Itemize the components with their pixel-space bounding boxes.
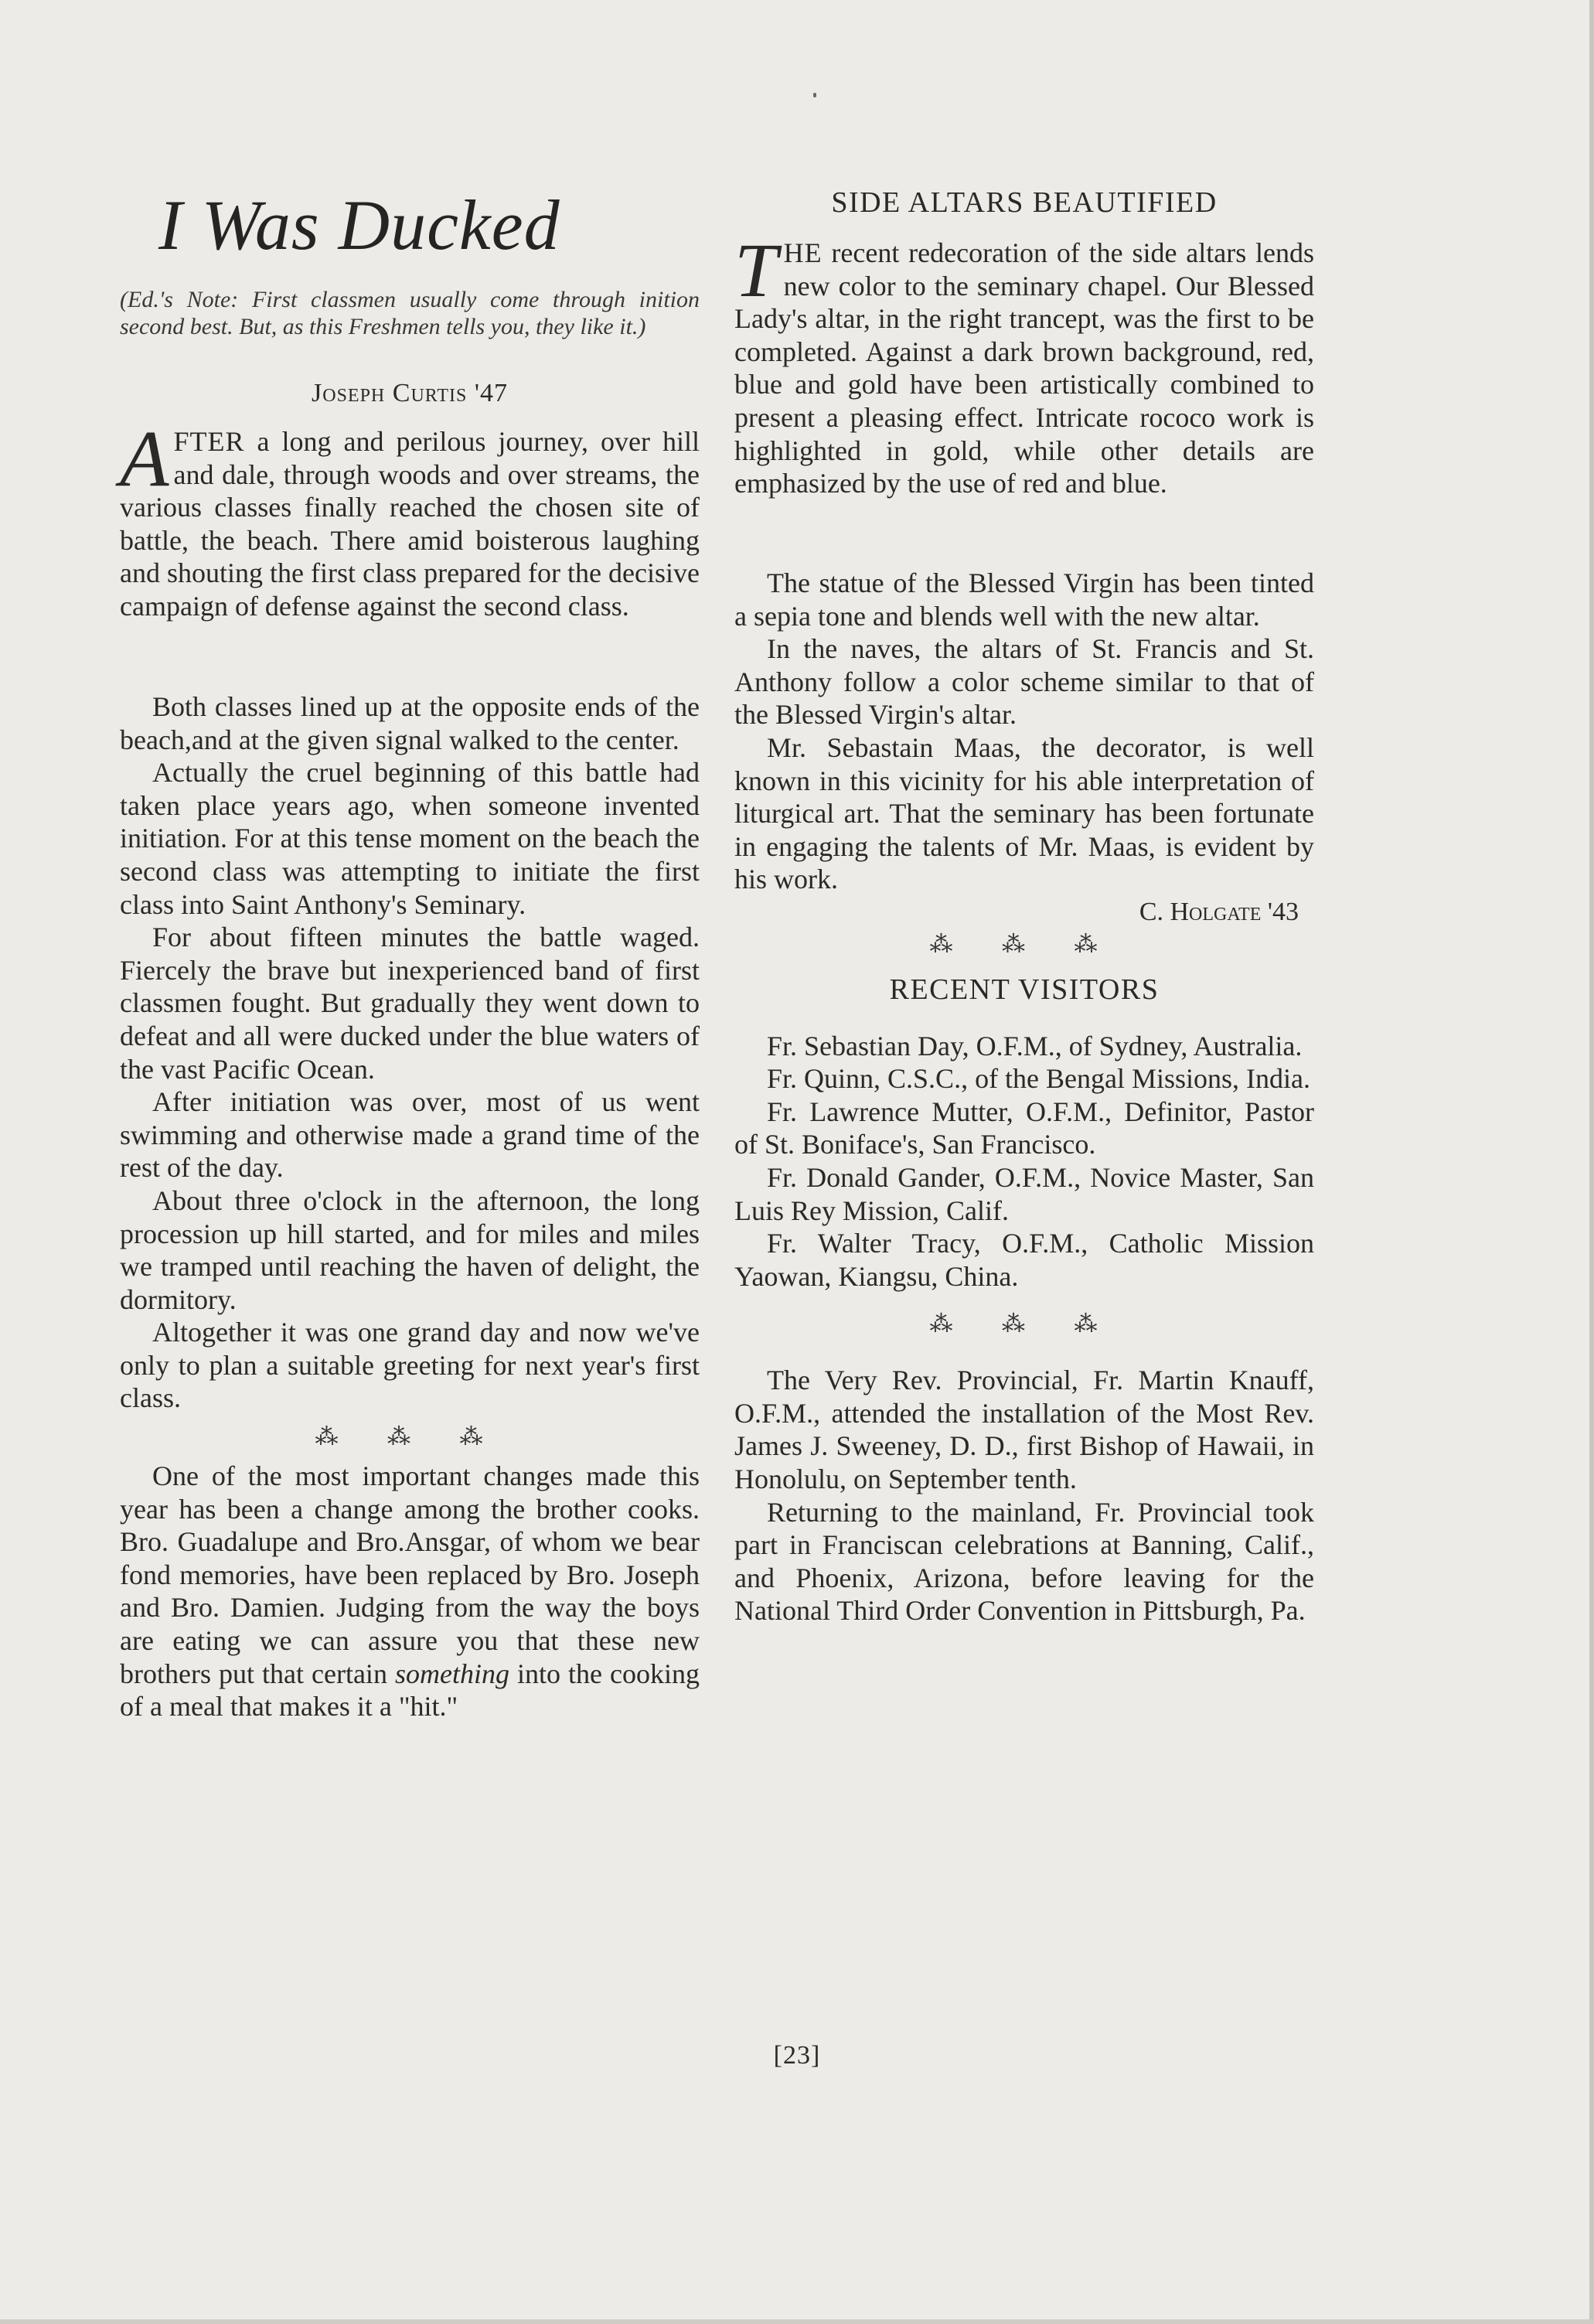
article-paragraph: Mr. Sebastain Maas, the decorator, is well known in this vicinity for his able interpretation of liturgical art. That the seminary has been fortunate in engaging the talents of Mr. Maas, is evident by his work. xyxy=(734,731,1314,895)
article-signature xyxy=(734,896,1314,929)
article-lead-paragraph xyxy=(120,414,700,623)
signature-name: C. Holgate '43 xyxy=(1139,897,1299,926)
page-edge-bottom xyxy=(0,2319,1594,2324)
lead-text: a long and perilous journey, over hill and dale, through woods and over streams, the various classes finally reached the chosen site of battle, the beach. There amid boisterous laughing and shouting the first class prepared for the decisive campaign of defense against the second class. xyxy=(120,426,700,622)
article-paragraph: For about fifteen minutes the battle waged. Fiercely the brave but inexperienced band of first classmen fought. But gradually they went down to defeat and all were ducked under the blue waters of the vast Pacific Ocean. xyxy=(120,922,700,1085)
article-byline xyxy=(120,379,700,408)
lead-text: recent redecoration of the side altars lends new color to the seminary chapel. Our Blessed Lady's altar, in the right trancept, was the first to be completed. Against a dark brown background, red, blue and gold have been artistically combined to present a pleasing effect. Intricate rococo work is highlighted in gold, while other details are emphasized by the use of red and blue. xyxy=(734,237,1314,499)
cooks-paragraph xyxy=(120,1460,700,1723)
page-edge-right xyxy=(1589,0,1594,2324)
article-paragraph: Both classes lined up at the opposite ends of the beach,and at the given signal walked to the center. xyxy=(120,691,700,755)
article-paragraph: In the naves, the altars of St. Francis and St. Anthony follow a color scheme similar to that of the Blessed Virgin's altar. xyxy=(734,633,1314,731)
article-paragraph: The statue of the Blessed Virgin has been tinted a sepia tone and blends well with the new altar. xyxy=(734,567,1314,632)
print-speck xyxy=(813,93,816,97)
recent-visitors-heading: RECENT VISITORS xyxy=(889,973,1160,1006)
byline-name: Joseph Curtis '47 xyxy=(312,379,508,407)
side-altars-heading: SIDE ALTARS BEAUTIFIED xyxy=(831,186,1218,219)
cooks-text: One of the most important changes made this year has been a change among the brother cooks. Bro. Guadalupe and Bro.Ansgar, of whom we bear fond memories, have been replaced by Bro. Joseph and Bro. Damien. Judging from the way the boys are eating we can assure you that these new brothers put that certain xyxy=(120,1460,700,1689)
article-paragraph: Altogether it was one grand day and now we've only to plan a suitable greeting for next year's first class. xyxy=(120,1317,700,1414)
visitor-entry: Fr. Walter Tracy, O.F.M., Catholic Mission Yaowan, Kiangsu, China. xyxy=(734,1228,1314,1292)
cooks-text-end: into the cooking of a meal that makes it a "hit." xyxy=(120,1658,700,1723)
article-paragraph: About three o'clock in the afternoon, the long procession up hill started, and for miles and miles we tramped until reaching the haven of delight, the dormitory. xyxy=(120,1184,700,1315)
cooks-emphasis: something xyxy=(394,1658,509,1689)
side-altars-lead-paragraph xyxy=(734,227,1314,500)
drop-cap: T xyxy=(734,227,778,313)
editor-note: (Ed.'s Note: First classmen usually come through inition second best. But, as this Freshmen tells you, they like it.) xyxy=(120,287,700,339)
visitor-entry: Fr. Sebastian Day, O.F.M., of Sydney, Australia. xyxy=(767,1030,1303,1061)
provincial-paragraph: The Very Rev. Provincial, Fr. Martin Knauff, O.F.M., attended the installation of the Most Rev. James J. Sweeney, D. D., first Bishop of Hawaii, in Honolulu, on September tenth. xyxy=(734,1365,1314,1495)
article-paragraph: After initiation was over, most of us went swimming and otherwise made a grand time of the rest of the day. xyxy=(120,1086,700,1184)
article-title: I Was Ducked xyxy=(158,186,560,264)
ornament-divider: ⁂ ⁂ ⁂ xyxy=(929,1311,1119,1337)
visitor-entry: Fr. Donald Gander, O.F.M., Novice Master, San Luis Rey Mission, Calif. xyxy=(734,1161,1314,1226)
article-body xyxy=(120,690,700,1723)
drop-cap: A xyxy=(120,414,169,503)
visitor-entry: Fr. Lawrence Mutter, O.F.M., Definitor, Pastor of St. Boniface's, San Francisco. xyxy=(734,1096,1314,1160)
page-number: [23] xyxy=(773,2041,821,2070)
lead-caps: FTER xyxy=(173,426,245,457)
lead-caps: HE xyxy=(783,237,823,268)
visitor-entry: Fr. Quinn, C.S.C., of the Bengal Missions, India. xyxy=(767,1063,1311,1095)
ornament-divider: ⁂ ⁂ ⁂ xyxy=(315,1424,505,1450)
provincial-paragraph: Returning to the mainland, Fr. Provincial took part in Franciscan celebrations at Banning, Calif., and Phoenix, Arizona, before leaving for the National Third Order Convention in Pittsburgh, Pa. xyxy=(734,1496,1314,1627)
side-altars-body xyxy=(734,567,1314,1627)
article-paragraph: Actually the cruel beginning of this battle had taken place years ago, when someone invented initiation. For at this tense moment on the beach the second class was attempting to initiate the first class into Saint Anthony's Seminary. xyxy=(120,757,700,920)
ornament-divider: ⁂ ⁂ ⁂ xyxy=(929,931,1119,957)
